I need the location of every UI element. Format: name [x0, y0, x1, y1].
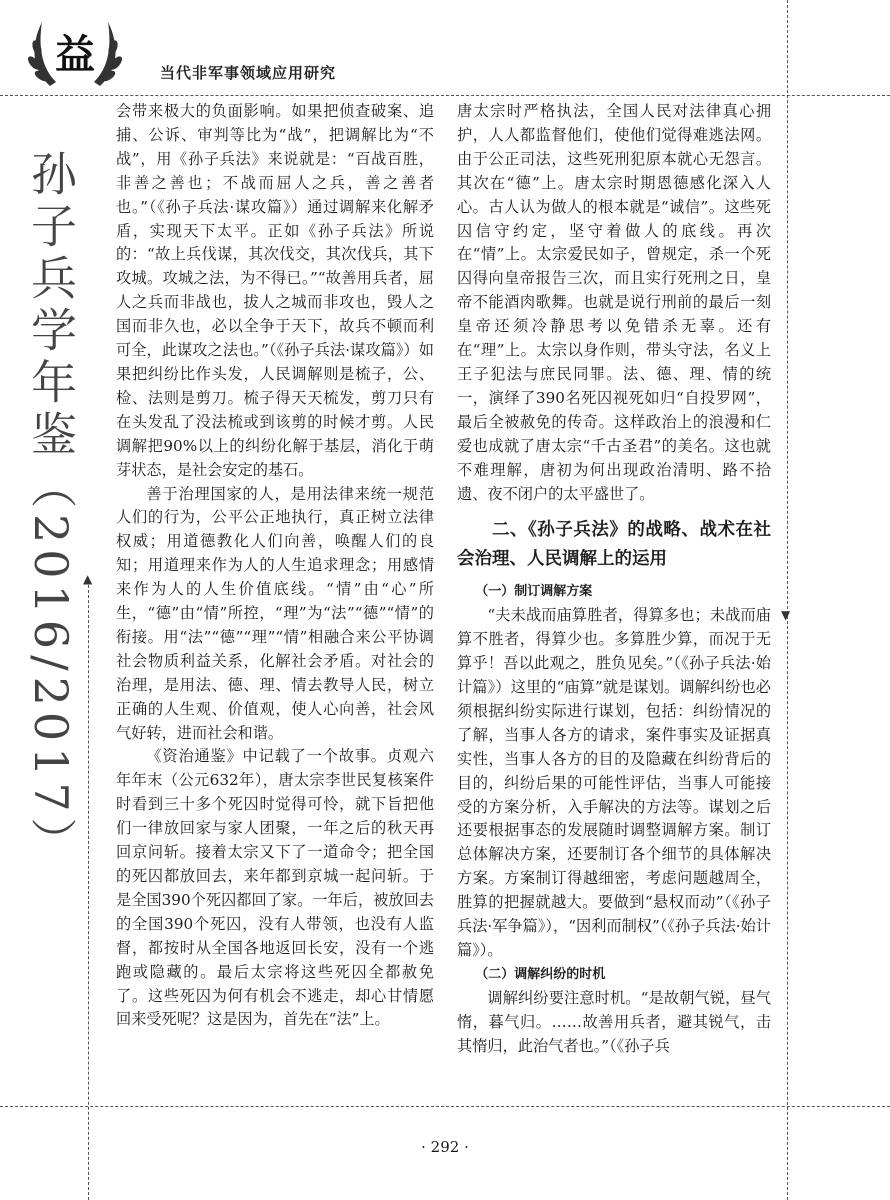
running-head: 当代非军事领域应用研究	[160, 64, 337, 82]
arrow-down-icon: ▼	[781, 608, 791, 622]
paragraph: “夫未战而庙算胜者，得算多也；未战而庙算不胜者，得算少也。多算胜少算，而况于无算乎！吾以此观之，胜负见矣。”（《孙子兵法·始计篇》）这里的“庙算”就是谋划。调解纠纷也必须根据纠纷实际进行谋划，包括：纠纷情况的了解，当事人各方的请求，案件事实及证据真实性，当事人各方的目的及隐藏在纠纷背后的目的，纠纷后果的可能性评估，当事人可能接受的方案分析，入手解决的方法等。谋划之后还要根据事态的发展随时调整调解方案。制订总体解决方案，还要制订各个细节的具体解决方案。方案制订得越细密，考虑问题越周全，胜算的把握就越大。要做到“悬权而动”（《孙子兵法·军争篇》），“因利而制权”（《孙子兵法·始计篇》）。	[457, 606, 771, 959]
left-dashed-rule	[88, 580, 89, 1200]
top-dashed-rule	[0, 95, 890, 96]
paragraph: 调解纠纷要注意时机。“是故朝气锐，昼气惰，暮气归。……故善用兵者，避其锐气，击其惰归，此治气者也。”（《孙子兵	[457, 988, 771, 1055]
paragraph: 唐太宗时严格执法，全国人民对法律真心拥护，人人都监督他们，使他们觉得难逃法网。由于公正司法，这些死刑犯原本就心无怨言。其次在“德”上。唐太宗时期恩德感化深入人心。古人认为做人的根本就是“诚信”。这些死囚信守约定，坚守着做人的底线。再次在“情”上。太宗爱民如子，曾规定，杀一个死囚得向皇帝报告三次，而且实行死刑之日，皇帝不能酒肉歌舞。也就是说行刑前的最后一刻皇帝还须冷静思考以免错杀无辜。还有在“理”上。太宗以身作则，带头守法，名义上王子犯法与庶民同罪。法、德、理、情的统一，演绎了390名死囚视死如归“自投罗网”，最后全被赦免的传奇。这样政治上的浪漫和仁爱也成就了唐太宗“千古圣君”的美名。这也就不难理解，唐初为何出现政治清明、路不拾遗、夜不闭户的太平盛世了。	[457, 102, 771, 503]
text-column-left	[116, 100, 434, 1032]
section-heading: 二、《孙子兵法》的战略、战术在社会治理、人民调解上的运用	[457, 520, 771, 570]
arrow-up-icon: ▲	[83, 572, 93, 586]
page-number: · 292 ·	[421, 1138, 469, 1156]
paragraph: 《资治通鉴》中记载了一个故事。贞观六年年末（公元632年），唐太宗李世民复核案件时看到三十多个死囚时觉得可怜，就下旨把他们一律放回家与家人团聚，一年之后的秋天再回京问斩。接着太宗又下了一道命令；把全国的死囚都放回去，来年都到京城一起问斩。于是全国390个死囚都回了家。一年后，被放回去的全国390个死囚，没有人带领，也没有人监督，都按时从全国各地返回长安，没有一个逃跑或隐藏的。最后太宗将这些死囚全都赦免了。这些死囚为何有机会不逃走，却心甘情愿回来受死呢？这是因为，首先在“法”上。	[116, 747, 434, 1029]
bottom-dashed-rule	[0, 1106, 890, 1107]
paragraph: 会带来极大的负面影响。如果把侦查破案、追捕、公诉、审判等比为“战”，把调解比为“不战”，用《孙子兵法》来说就是：“百战百胜，非善之善也；不战而屈人之兵，善之善者也。”（《孙子兵法·谋攻篇》）通过调解来化解矛盾，实现天下太平。正如《孙子兵法》所说的：“故上兵伐谋，其次伐交，其次伐兵，其下攻城。攻城之法，为不得已。”“故善用兵者，屈人之兵而非战也，拔人之城而非攻也，毁人之国而非久也，必以全争于天下，故兵不顿而利可全，此谋攻之法也。”（《孙子兵法·谋攻篇》）如果把纠纷比作头发，人民调解则是梳子，公、检、法则是剪刀。梳子得天天梳发，剪刀只有在头发乱了没法梳或到该剪的时候才剪。人民调解把90%以上的纠纷化解于基层，消化于萌芽状态，是社会安定的基石。	[116, 102, 434, 479]
right-dashed-rule	[787, 0, 788, 1200]
vertical-book-title: 孙子兵学年鉴（2016/2017）	[24, 150, 78, 870]
logo-glyph: 益	[55, 31, 95, 78]
text-column-right	[457, 100, 771, 1059]
subsection-heading: （一）制订调解方案	[475, 584, 593, 600]
paragraph: 善于治理国家的人，是用法律来统一规范人们的行为，公平公正地执行，真正树立法律权威；用道德教化人们向善，唤醒人们的良知；用道理来作为人的人生追求理念；用感情来作为人的人生价值底线。“情”由“心”所生，“德”由“情”所控，“理”为“法”“德”“情”的衔接。用“法”“德”“理”“情”相融合来公平协调社会物质利益关系，化解社会矛盾。对社会的治理，是用法、德、理、情去教导人民，树立正确的人生观、价值观，使人心向善，社会风气好转，进而社会和谐。	[116, 484, 434, 742]
laurel-logo-icon	[20, 8, 130, 98]
subsection-heading: （二）调解纠纷的时机	[475, 966, 606, 982]
